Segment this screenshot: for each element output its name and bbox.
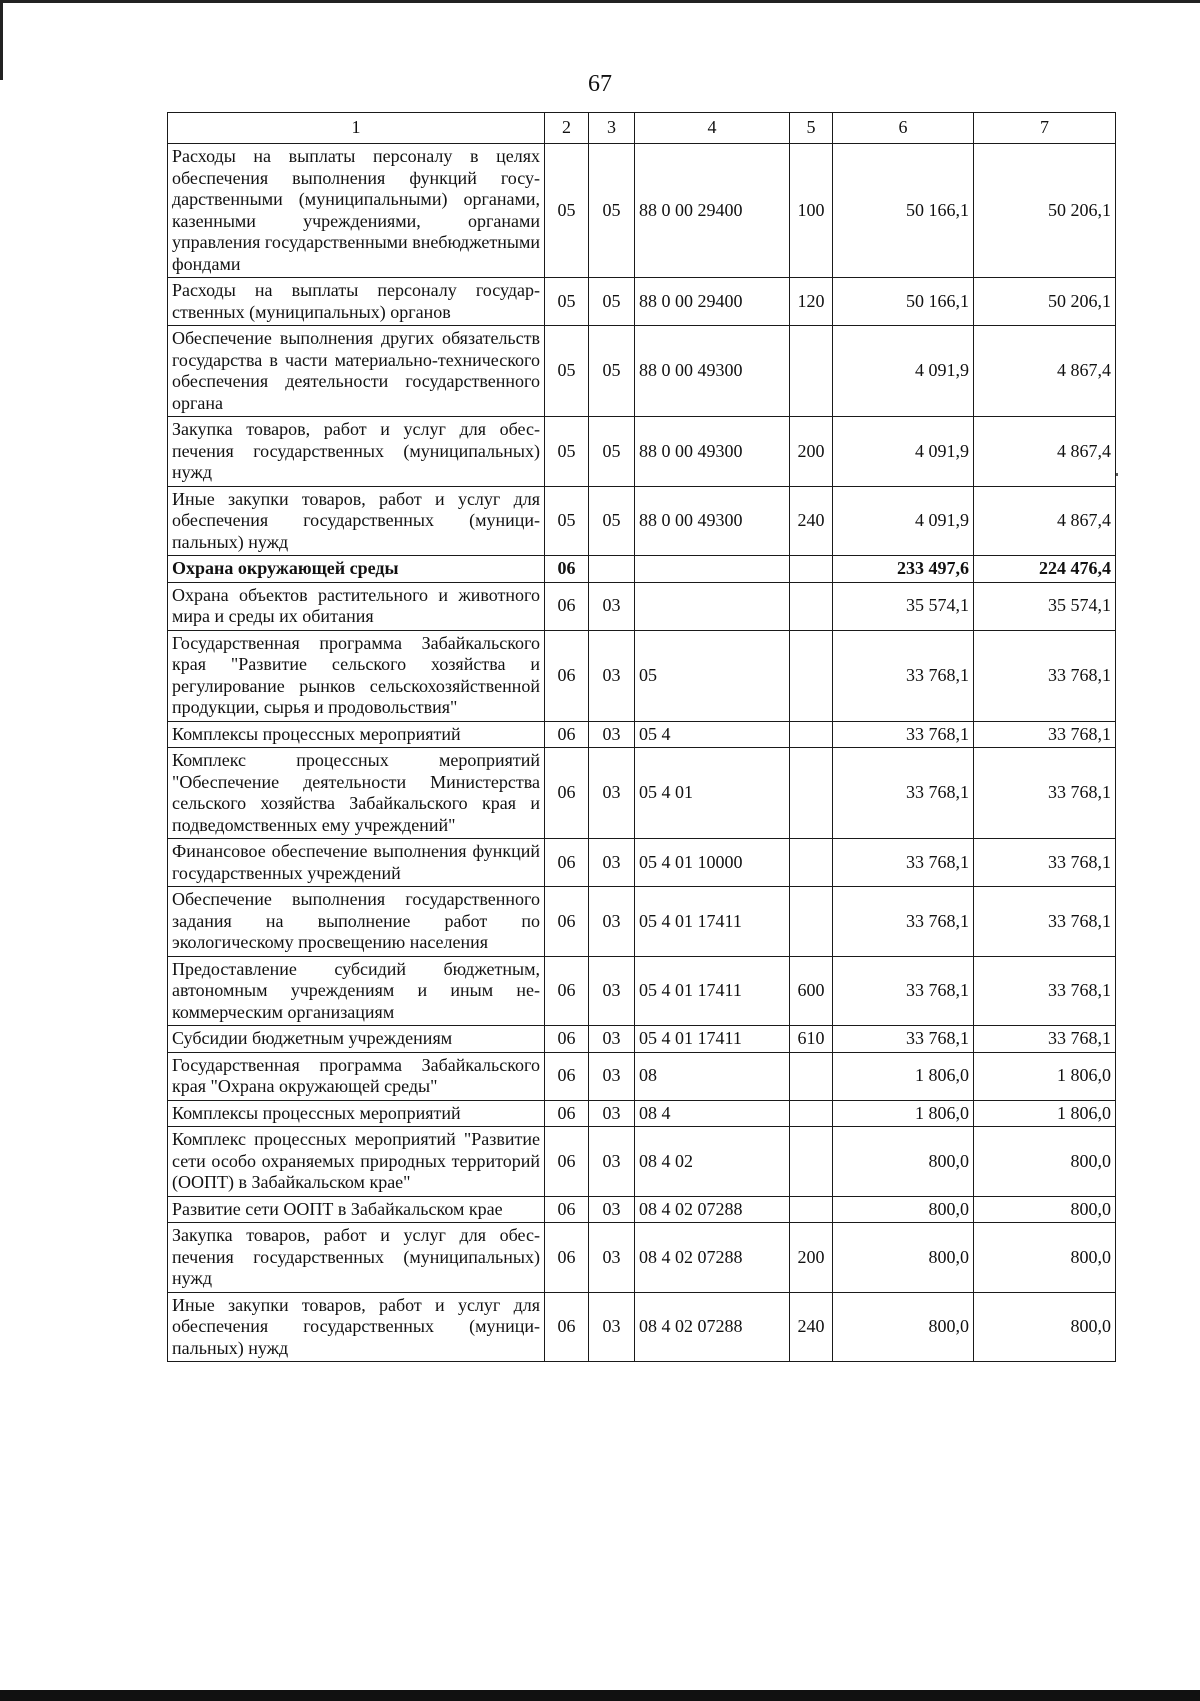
section-code-cell: 05 [545, 326, 589, 417]
row-name-cell: Обеспечение выполнения государственного задания на выполнение работ по экологическому просвещению населения [168, 887, 545, 957]
expense-type-cell [790, 1127, 833, 1197]
target-article-cell: 88 0 00 29400 [635, 278, 790, 326]
row-name-cell: Расходы на выплаты персоналу государственных (муниципальных) органов [168, 278, 545, 326]
amount-year1-cell: 33 768,1 [833, 839, 974, 887]
row-name-cell: Развитие сети ООПТ в Забайкальском крае [168, 1196, 545, 1223]
subsection-code-cell: 03 [589, 748, 635, 839]
expense-type-cell: 240 [790, 486, 833, 556]
expense-type-cell [790, 721, 833, 748]
expense-type-cell [790, 748, 833, 839]
row-name-cell: Обеспечение выполнения других обязательств государства в части материально-технического обеспечения деятельности государственного органа [168, 326, 545, 417]
subsection-code-cell: 03 [589, 887, 635, 957]
table-row [168, 144, 1116, 278]
table-row [168, 887, 1116, 957]
target-article-cell: 08 [635, 1052, 790, 1100]
amount-year1-cell: 800,0 [833, 1196, 974, 1223]
section-code-cell: 05 [545, 278, 589, 326]
table-row [168, 1292, 1116, 1362]
expense-type-cell: 200 [790, 417, 833, 487]
expense-type-cell: 200 [790, 1223, 833, 1293]
section-code-cell: 06 [545, 1292, 589, 1362]
section-code-cell: 06 [545, 1100, 589, 1127]
amount-year2-cell: 33 768,1 [974, 887, 1116, 957]
subsection-code-cell: 03 [589, 630, 635, 721]
subsection-code-cell: 03 [589, 1100, 635, 1127]
amount-year2-cell: 800,0 [974, 1223, 1116, 1293]
scan-edge-left [0, 0, 3, 80]
amount-year2-cell: 1 806,0 [974, 1100, 1116, 1127]
subsection-code-cell: 03 [589, 1292, 635, 1362]
amount-year2-cell: 4 867,4 [974, 486, 1116, 556]
row-name-cell: Расходы на выплаты персоналу в целях обеспечения выполнения функций государственными (муниципальными) органами, казенными учреждениями, органами управления государственными внебюджетными фондами [168, 144, 545, 278]
subsection-code-cell: 05 [589, 278, 635, 326]
section-code-cell: 05 [545, 486, 589, 556]
amount-year1-cell: 800,0 [833, 1223, 974, 1293]
expense-type-cell [790, 582, 833, 630]
table-row [168, 486, 1116, 556]
section-code-cell: 06 [545, 582, 589, 630]
subsection-code-cell: 05 [589, 144, 635, 278]
table-row [168, 1100, 1116, 1127]
amount-year2-cell: 50 206,1 [974, 144, 1116, 278]
row-name-cell: Закупка товаров, работ и услуг для обеспечения государственных (муниципальных) нужд [168, 1223, 545, 1293]
amount-year2-cell: 4 867,4 [974, 417, 1116, 487]
scan-edge-bottom [0, 1690, 1200, 1701]
subsection-code-cell: 03 [589, 839, 635, 887]
expense-type-cell: 610 [790, 1026, 833, 1053]
amount-year2-cell: 33 768,1 [974, 748, 1116, 839]
amount-year1-cell: 35 574,1 [833, 582, 974, 630]
amount-year1-cell: 1 806,0 [833, 1100, 974, 1127]
amount-year2-cell: 224 476,4 [974, 556, 1116, 583]
row-name-cell: Государственная программа Забайкальского края "Развитие сельского хозяйства и регулирование рынков сельскохозяйственной продукции, сырья и продовольствия" [168, 630, 545, 721]
expense-type-cell [790, 556, 833, 583]
amount-year2-cell: 33 768,1 [974, 721, 1116, 748]
section-code-cell: 06 [545, 956, 589, 1026]
amount-year2-cell: 4 867,4 [974, 326, 1116, 417]
section-code-cell: 05 [545, 144, 589, 278]
row-name-cell: Финансовое обеспечение выполнения функций государственных учреждений [168, 839, 545, 887]
table-row [168, 956, 1116, 1026]
section-code-cell: 06 [545, 1052, 589, 1100]
table-row [168, 1052, 1116, 1100]
subsection-code-cell: 03 [589, 721, 635, 748]
amount-year1-cell: 50 166,1 [833, 144, 974, 278]
expense-type-cell: 240 [790, 1292, 833, 1362]
target-article-cell: 05 4 01 17411 [635, 956, 790, 1026]
row-name-cell: Комплекс процессных мероприятий "Развитие сети особо охраняемых природных территорий (ООПТ) в Забайкальском крае" [168, 1127, 545, 1197]
section-code-cell: 06 [545, 1223, 589, 1293]
section-code-cell: 05 [545, 417, 589, 487]
section-code-cell: 06 [545, 630, 589, 721]
amount-year1-cell: 33 768,1 [833, 1026, 974, 1053]
target-article-cell: 05 [635, 630, 790, 721]
subsection-code-cell: 05 [589, 326, 635, 417]
target-article-cell: 08 4 [635, 1100, 790, 1127]
amount-year1-cell: 33 768,1 [833, 630, 974, 721]
header-cell: 5 [790, 113, 833, 144]
target-article-cell: 88 0 00 49300 [635, 486, 790, 556]
amount-year1-cell: 4 091,9 [833, 486, 974, 556]
target-article-cell: 88 0 00 29400 [635, 144, 790, 278]
amount-year1-cell: 800,0 [833, 1127, 974, 1197]
amount-year2-cell: 33 768,1 [974, 839, 1116, 887]
subsection-code-cell: 03 [589, 1127, 635, 1197]
table-row [168, 630, 1116, 721]
table-row [168, 748, 1116, 839]
row-name-cell: Субсидии бюджетным учреждениям [168, 1026, 545, 1053]
amount-year2-cell: 50 206,1 [974, 278, 1116, 326]
page-number: 67 [588, 71, 612, 97]
expense-type-cell [790, 1100, 833, 1127]
expense-type-cell: 600 [790, 956, 833, 1026]
scan-edge-top [0, 0, 1200, 3]
target-article-cell: 05 4 01 17411 [635, 887, 790, 957]
row-name-cell: Комплекс процессных мероприятий "Обеспечение деятельности Министерства сельского хозяйства Забайкальского края и подведомственных ему учреждений" [168, 748, 545, 839]
subsection-code-cell: 05 [589, 417, 635, 487]
table-body [168, 144, 1116, 1362]
amount-year1-cell: 33 768,1 [833, 887, 974, 957]
amount-year2-cell: 800,0 [974, 1292, 1116, 1362]
section-code-cell: 06 [545, 887, 589, 957]
table-row [168, 417, 1116, 487]
amount-year1-cell: 33 768,1 [833, 721, 974, 748]
row-name-cell: Иные закупки товаров, работ и услуг для обеспечения государственных (муниципальных) нужд [168, 1292, 545, 1362]
expense-type-cell: 100 [790, 144, 833, 278]
target-article-cell [635, 556, 790, 583]
section-code-cell: 06 [545, 1026, 589, 1053]
expense-type-cell [790, 1196, 833, 1223]
row-name-cell: Охрана объектов растительного и животного мира и среды их обитания [168, 582, 545, 630]
subsection-code-cell: 03 [589, 1052, 635, 1100]
table-row [168, 1196, 1116, 1223]
section-code-cell: 06 [545, 556, 589, 583]
expense-type-cell [790, 839, 833, 887]
table-row [168, 278, 1116, 326]
amount-year1-cell: 33 768,1 [833, 748, 974, 839]
row-name-cell: Предоставление субсидий бюджетным, автономным учреждениям и иным некоммерческим организациям [168, 956, 545, 1026]
section-code-cell: 06 [545, 721, 589, 748]
row-name-cell: Комплексы процессных мероприятий [168, 1100, 545, 1127]
amount-year1-cell: 33 768,1 [833, 956, 974, 1026]
row-name-cell: Иные закупки товаров, работ и услуг для обеспечения государственных (муниципальных) нужд [168, 486, 545, 556]
amount-year2-cell: 35 574,1 [974, 582, 1116, 630]
amount-year2-cell: 1 806,0 [974, 1052, 1116, 1100]
target-article-cell: 08 4 02 07288 [635, 1196, 790, 1223]
target-article-cell: 05 4 [635, 721, 790, 748]
section-code-cell: 06 [545, 839, 589, 887]
row-name-cell: Охрана окружающей среды [168, 556, 545, 583]
target-article-cell: 08 4 02 07288 [635, 1223, 790, 1293]
amount-year1-cell: 233 497,6 [833, 556, 974, 583]
table-row [168, 556, 1116, 583]
table-row [168, 721, 1116, 748]
row-name-cell: Комплексы процессных мероприятий [168, 721, 545, 748]
section-code-cell: 06 [545, 748, 589, 839]
table-header-row [168, 113, 1116, 144]
subsection-code-cell: 05 [589, 486, 635, 556]
section-code-cell: 06 [545, 1127, 589, 1197]
amount-year2-cell: 33 768,1 [974, 1026, 1116, 1053]
target-article-cell: 05 4 01 10000 [635, 839, 790, 887]
amount-year1-cell: 4 091,9 [833, 326, 974, 417]
expense-type-cell: 120 [790, 278, 833, 326]
header-cell: 2 [545, 113, 589, 144]
amount-year1-cell: 4 091,9 [833, 417, 974, 487]
amount-year2-cell: 800,0 [974, 1196, 1116, 1223]
table-row [168, 1026, 1116, 1053]
table-row [168, 1223, 1116, 1293]
header-cell: 4 [635, 113, 790, 144]
expense-type-cell [790, 1052, 833, 1100]
target-article-cell: 05 4 01 [635, 748, 790, 839]
table-row [168, 582, 1116, 630]
expense-type-cell [790, 630, 833, 721]
table-row [168, 326, 1116, 417]
row-name-cell: Государственная программа Забайкальского края "Охрана окружающей среды" [168, 1052, 545, 1100]
amount-year2-cell: 800,0 [974, 1127, 1116, 1197]
subsection-code-cell: 03 [589, 1026, 635, 1053]
budget-table [167, 112, 1116, 1362]
header-cell: 6 [833, 113, 974, 144]
target-article-cell: 08 4 02 [635, 1127, 790, 1197]
target-article-cell [635, 582, 790, 630]
amount-year1-cell: 800,0 [833, 1292, 974, 1362]
target-article-cell: 88 0 00 49300 [635, 326, 790, 417]
amount-year1-cell: 50 166,1 [833, 278, 974, 326]
table-row [168, 839, 1116, 887]
target-article-cell: 88 0 00 49300 [635, 417, 790, 487]
expense-type-cell [790, 887, 833, 957]
subsection-code-cell: 03 [589, 956, 635, 1026]
section-code-cell: 06 [545, 1196, 589, 1223]
subsection-code-cell: 03 [589, 1223, 635, 1293]
subsection-code-cell: 03 [589, 582, 635, 630]
subsection-code-cell: 03 [589, 1196, 635, 1223]
amount-year2-cell: 33 768,1 [974, 630, 1116, 721]
target-article-cell: 08 4 02 07288 [635, 1292, 790, 1362]
target-article-cell: 05 4 01 17411 [635, 1026, 790, 1053]
subsection-code-cell [589, 556, 635, 583]
row-name-cell: Закупка товаров, работ и услуг для обеспечения государственных (муниципальных) нужд [168, 417, 545, 487]
expense-type-cell [790, 326, 833, 417]
table-row [168, 1127, 1116, 1197]
amount-year1-cell: 1 806,0 [833, 1052, 974, 1100]
header-cell: 3 [589, 113, 635, 144]
header-cell: 1 [168, 113, 545, 144]
header-cell: 7 [974, 113, 1116, 144]
amount-year2-cell: 33 768,1 [974, 956, 1116, 1026]
